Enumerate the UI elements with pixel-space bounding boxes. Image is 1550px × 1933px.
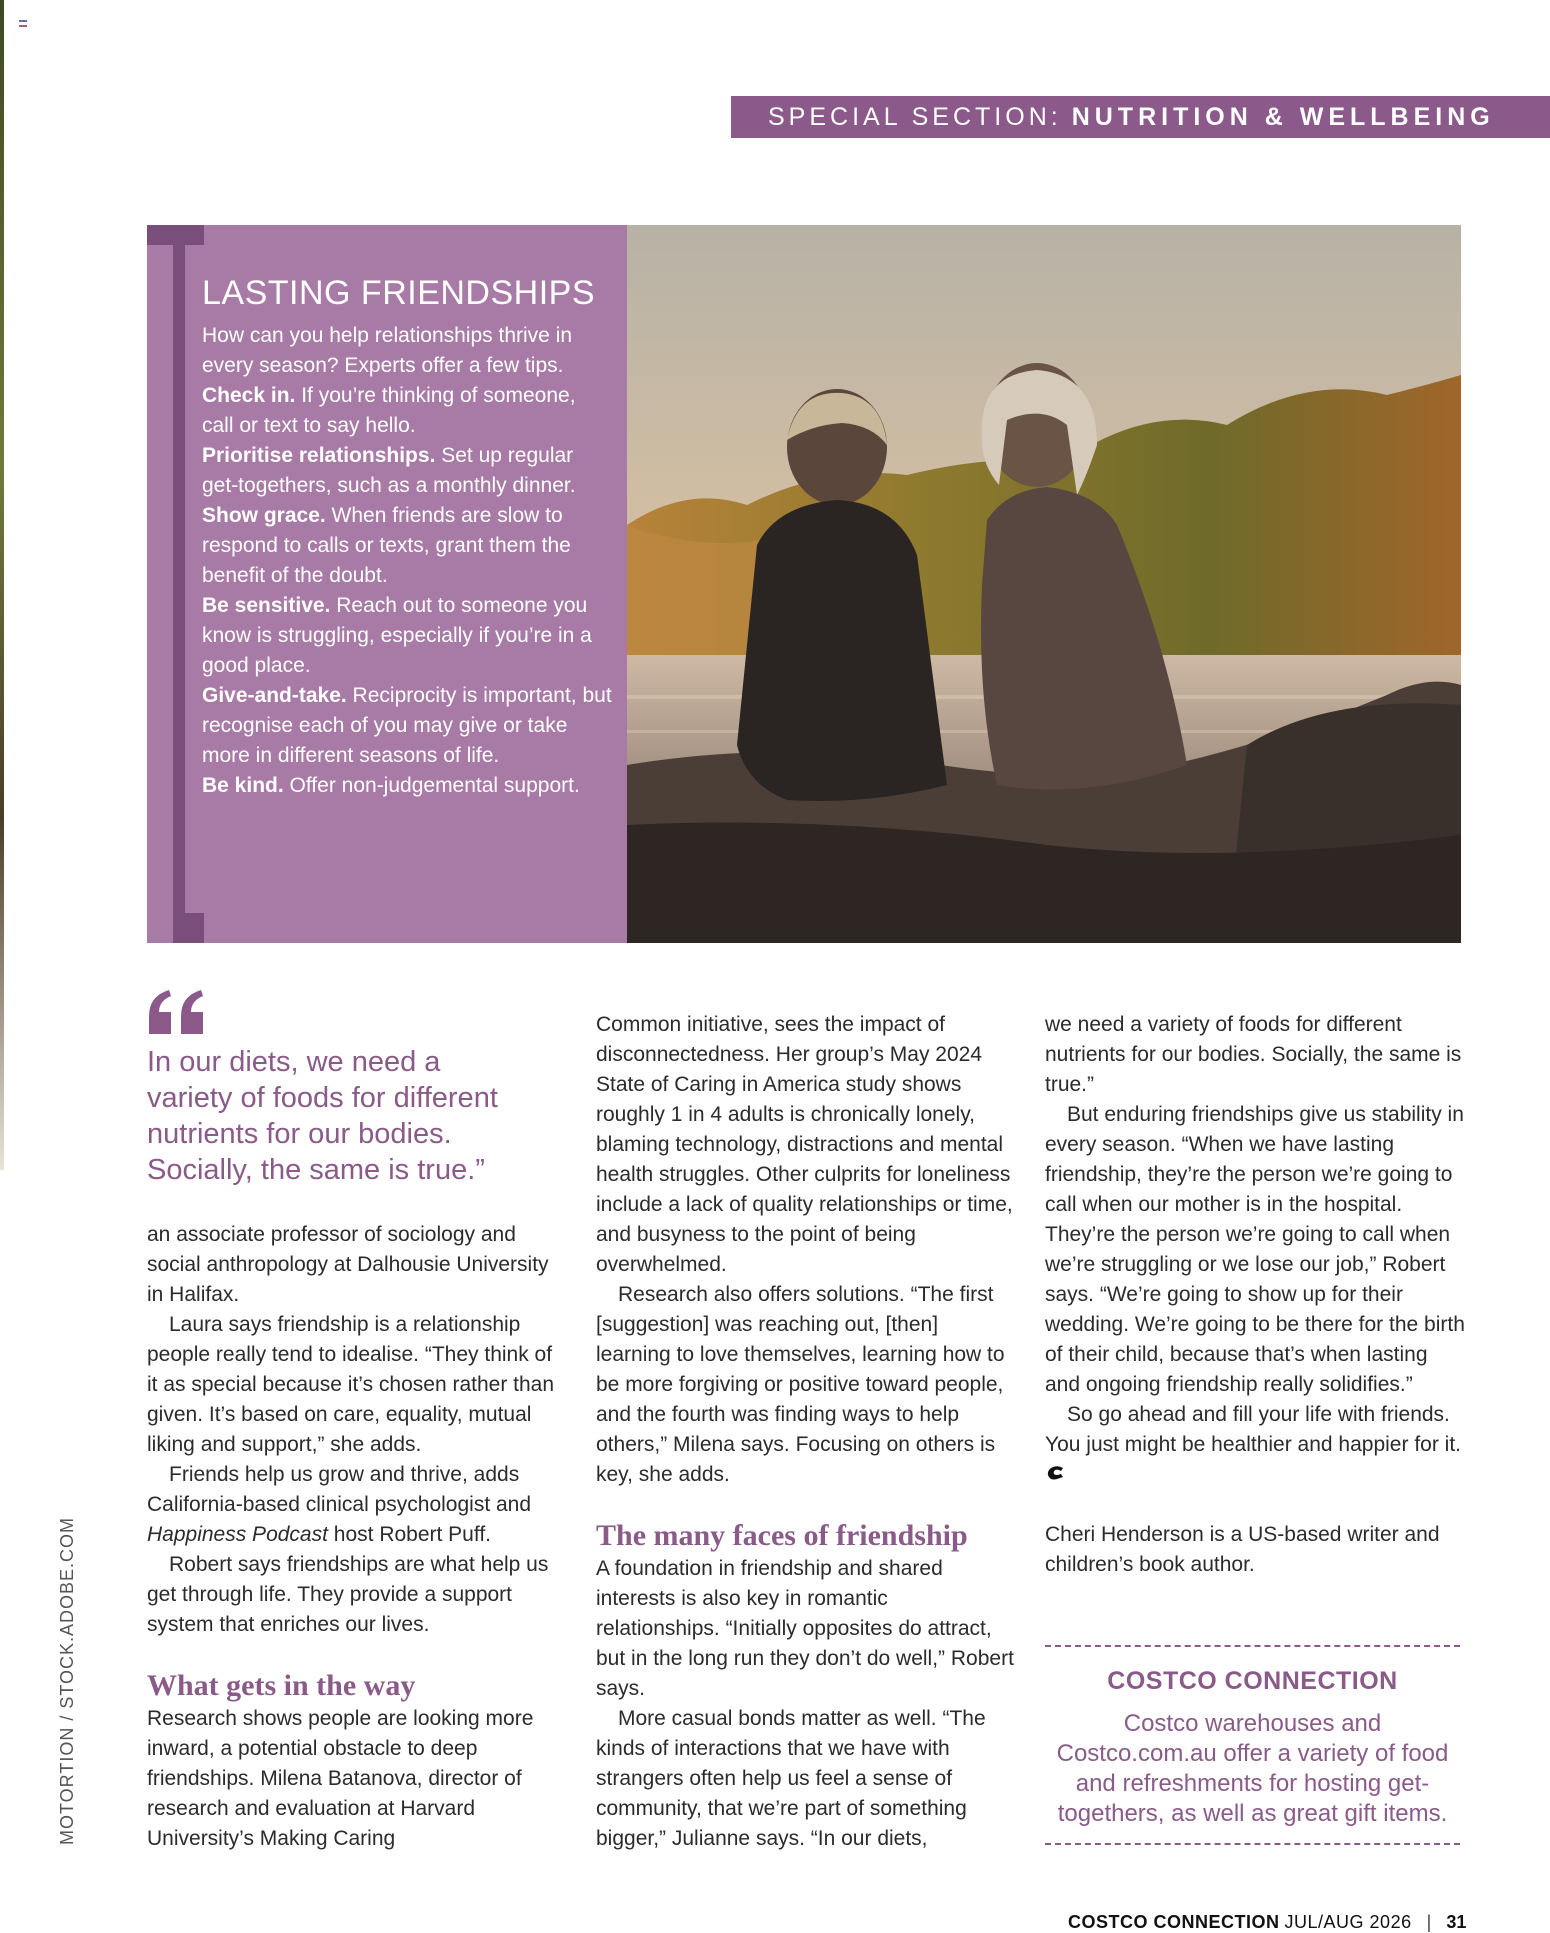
bracket-decoration [173,245,185,913]
page-footer [1068,1912,1466,1933]
tip-text: Set up regular get-togethers, such as a monthly dinner. [202,444,576,497]
paragraph: we need a variety of foods for different nutrients for our bodies. Socially, the same is true.” [1045,1013,1462,1096]
bracket-decoration [173,913,204,943]
photo-illustration [627,225,1461,943]
tip-text: If you’re thinking of someone, call or text to say hello. [202,384,576,437]
sidebar-title: LASTING FRIENDSHIPS [202,274,596,312]
section-banner [731,96,1550,138]
paragraph: Laura says friendship is a relationship people really tend to idealise. “They think of it as special because it’s chosen rather than given. It’s based on care, equality, mutual liking and support,” she adds. [147,1313,555,1456]
paragraph: Research also offers solutions. “The first [suggestion] was reaching out, [then] learning to love themselves, learning how to be more forgiving or positive toward people, and the fourth was finding ways to help others,” Milena says. Focusing on others is key, she adds. [596,1283,1005,1486]
callout-title: COSTCO CONNECTION [1107,1667,1398,1695]
page-number: 31 [1446,1912,1467,1932]
tip-item [202,681,612,771]
paragraph: Research shows people are looking more inward, a potential obstacle to deep friendships. Milena Batanova, director of research and evaluation at Harvard University’s Making Caring [147,1707,534,1850]
tip-item [202,381,612,441]
paragraph: an associate professor of sociology and social anthropology at Dalhousie University in Halifax. [147,1223,549,1306]
tip-text: Offer non-judgemental support. [283,774,580,797]
tip-text: Reach out to someone you know is struggling, especially if you’re in a good place. [202,594,592,677]
text-run: So go ahead and fill your life with friends. You just might be healthier and happier for it. [1045,1403,1461,1456]
paragraph [147,1460,567,1550]
pull-quote: In our diets, we need a variety of foods for different nutrients for our bodies. Socially, the same is true.” [147,1046,498,1186]
article-column-1 [147,1220,567,1854]
page-edge-strip [0,0,4,1170]
issue-date: JUL/AUG 2026 [1284,1912,1412,1932]
author-bio: Cheri Henderson is a US-based writer and children’s book author. [1045,1523,1440,1576]
footer-separator: | [1426,1912,1432,1932]
quote-mark-icon [147,990,207,1034]
tip-text: Reciprocity is important, but recognise each of you may give or take more in different seasons of life. [202,684,612,767]
publication-name: COSTCO CONNECTION [1068,1912,1280,1932]
sidebar-content [202,273,612,801]
tip-heading: Show grace. [202,504,326,527]
corner-mark [19,25,27,27]
text-run: host Robert Puff. [327,1523,491,1546]
banner-title: NUTRITION & WELLBEING [1071,102,1495,131]
section-heading: The many faces of friendship [596,1519,968,1552]
tip-heading: Prioritise relationships. [202,444,436,467]
tips-sidebar [147,225,627,943]
paragraph: More casual bonds matter as well. “The kinds of interactions that we have with strangers often help us feel a sense of community, that we’re part of something bigger,” Julianne says. “In our diets, [596,1707,986,1850]
paragraph: A foundation in friendship and shared interests is also key in romantic relationships. “Initially opposites do attract, but in the long run they don’t do well,” Robert says. [596,1557,1014,1700]
tip-item [202,501,612,591]
tip-text: When friends are slow to respond to calls or texts, grant them the benefit of the doubt. [202,504,571,587]
article-column-3 [1045,1010,1465,1580]
tip-item [202,591,612,681]
photo-credit: MOTORTION / STOCK.ADOBE.COM [57,1516,77,1845]
paragraph: Common initiative, sees the impact of disconnectedness. Her group’s May 2024 State of Caring in America study shows roughly 1 in 4 adults is chronically lonely, blaming technology, distractions and mental health struggles. Other culprits for loneliness include a lack of quality relationships or time, and busyness to the point of being overwhelmed. [596,1013,1013,1276]
tip-item [202,441,612,501]
sidebar-intro: How can you help relationships thrive in every season? Experts offer a few tips. [202,324,573,377]
bracket-decoration [147,225,204,245]
paragraph [1045,1400,1465,1490]
tip-item [202,771,612,801]
tip-heading: Give-and-take. [202,684,347,707]
costco-callout [1045,1645,1460,1845]
tip-heading: Check in. [202,384,296,407]
dashed-divider [1045,1843,1460,1845]
end-mark-icon [1045,1465,1065,1481]
corner-mark [19,20,27,22]
paragraph: Robert says friendships are what help us get through life. They provide a support system that enriches our lives. [147,1553,549,1636]
tip-heading: Be kind. [202,774,284,797]
text-run: Friends help us grow and thrive, adds California-based clinical psychologist and [147,1463,532,1516]
callout-text: Costco warehouses and Costco.com.au offer a variety of food and refreshments for hosting get-togethers, as well as great gift items. [1056,1710,1449,1827]
tip-heading: Be sensitive. [202,594,331,617]
banner-prefix: SPECIAL SECTION: [768,102,1062,131]
friends-photo [627,225,1461,943]
paragraph: But enduring friendships give us stability in every season. “When we have lasting friendship, they’re the person we’re going to call when our mother is in the hospital. They’re the person we’re going to call when we’re struggling or we lose our job,” Robert says. “We’re going to show up for their wedding. We’re going to be there for the birth of their child, because that’s when lasting and ongoing friendship really solidifies.” [1045,1103,1465,1396]
article-column-2 [596,1010,1016,1854]
podcast-title: Happiness Podcast [147,1523,328,1546]
section-heading: What gets in the way [147,1669,416,1702]
dashed-divider [1045,1645,1460,1647]
spacer [1045,1490,1465,1520]
